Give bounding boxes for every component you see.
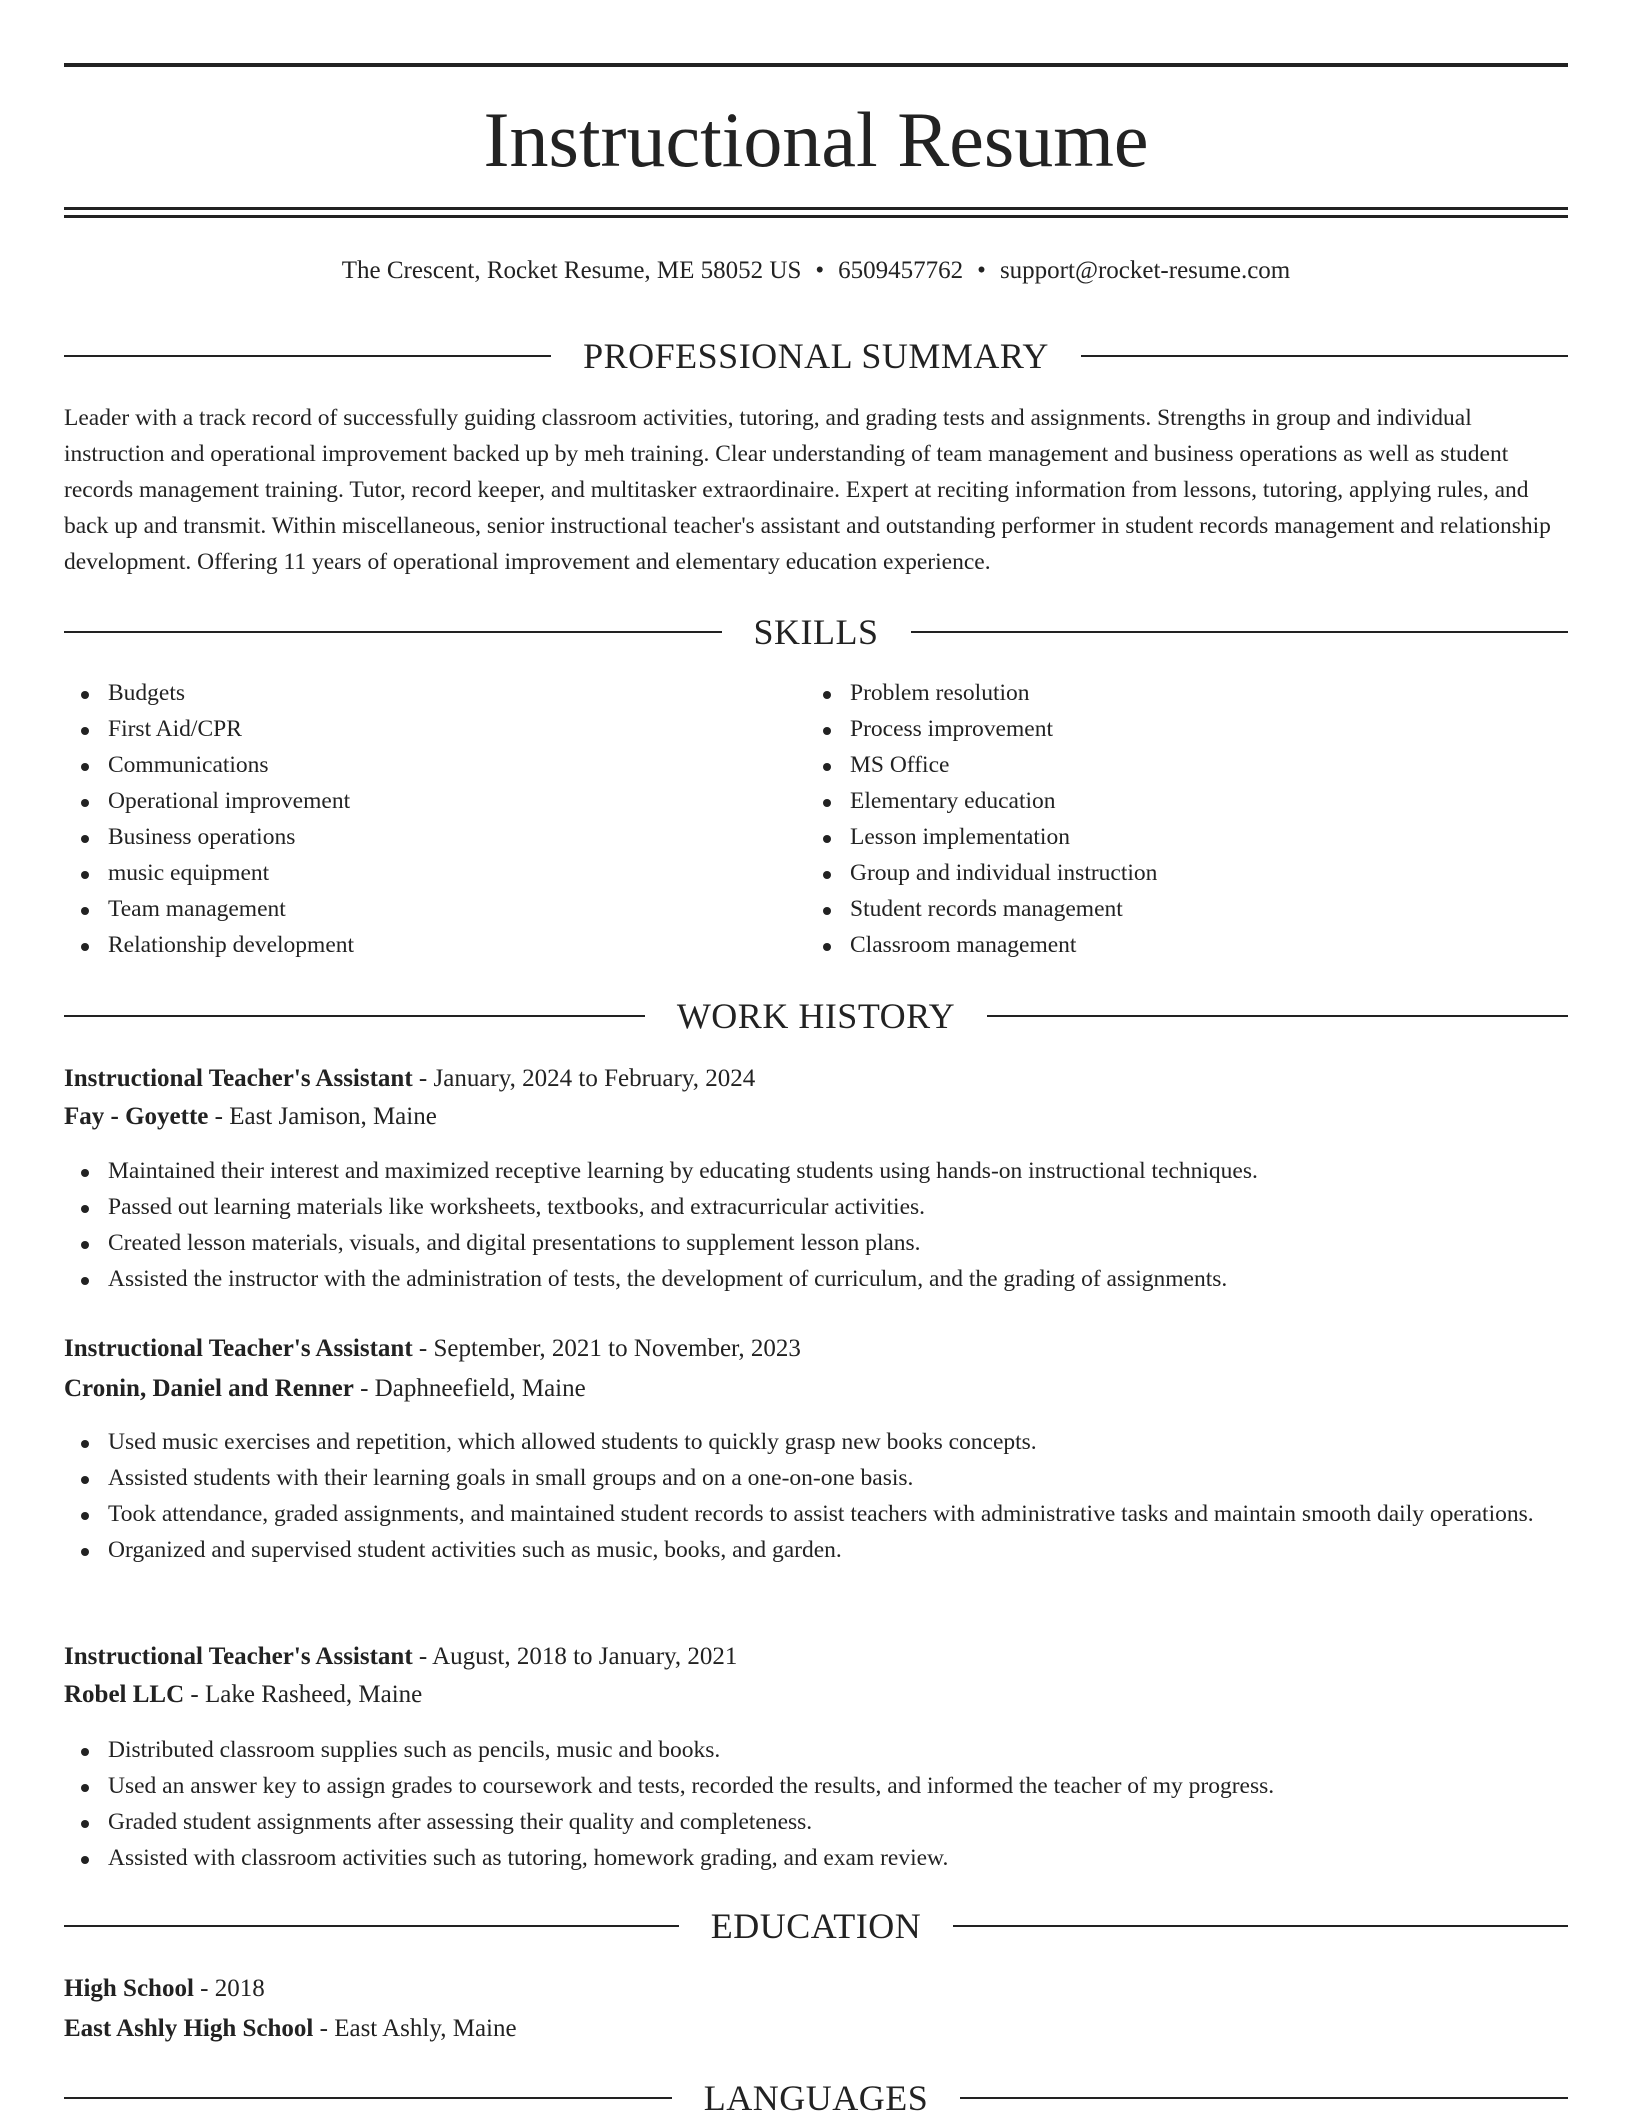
job-location: - East Jamison, Maine [208,1103,437,1130]
job-bullets [64,1424,1568,1568]
contact-separator: • [977,257,986,284]
section-header-work [64,996,1568,1036]
job-company: Cronin, Daniel and Renner [64,1375,354,1402]
education-location: - East Ashly, Maine [313,2015,517,2042]
education-school-line [64,2011,1568,2047]
skill-item: Budgets [64,675,764,711]
section-rule [987,1015,1568,1017]
resume-title: Instructional Resume [483,96,1149,183]
job-company: Fay - Goyette [64,1103,209,1130]
section-rule [1081,355,1568,357]
skill-item: Lesson implementation [806,819,1506,855]
skill-item: Business operations [64,819,764,855]
contact-line [0,254,1632,288]
section-title: LANGUAGES [703,2078,929,2118]
section-rule [64,1925,679,1927]
summary-text: Leader with a track record of successfully guiding classroom activities, tutoring, and grading tests and assignments. Strengths in group and individual instruction and operational improvement backed up by meh training. Clear understanding of team management and business operations as well as student records management training. Tutor, record keeper, and multitasker extraordinaire. Expert at reciting information from lessons, tutoring, applying rules, and back up and transmit. Within miscellaneous, senior instructional teacher's assistant and outstanding performer in student records management and relationship development. Offering 11 years of operational improvement and elementary education experience. [64,405,1551,575]
section-header-languages [64,2078,1568,2118]
skill-item: Team management [64,891,764,927]
job-bullet: Graded student assignments after assessing their quality and completeness. [64,1804,1568,1840]
skills-list-left [64,675,764,963]
job-title-line [64,1639,1568,1675]
job-title: Instructional Teacher's Assistant [64,1643,413,1670]
job-bullet: Passed out learning materials like worksheets, textbooks, and extracurricular activities. [64,1189,1568,1225]
title-rule-lower [64,215,1568,218]
section-rule [911,631,1569,633]
skill-item: First Aid/CPR [64,711,764,747]
job-company: Robel LLC [64,1681,185,1708]
skill-item: Elementary education [806,783,1506,819]
job-title-line [64,1061,1568,1097]
title-rule-upper [64,207,1568,210]
section-title: PROFESSIONAL SUMMARY [583,336,1049,376]
job-dates: - September, 2021 to November, 2023 [412,1335,801,1362]
contact-email[interactable]: support@rocket-resume.com [999,257,1291,284]
job-bullet: Assisted with classroom activities such as tutoring, homework grading, and exam review. [64,1840,1568,1876]
section-rule [64,2097,672,2099]
job-title: Instructional Teacher's Assistant [64,1335,413,1362]
contact-phone: 6509457762 [838,257,964,284]
section-title: SKILLS [753,612,879,652]
job-bullet: Organized and supervised student activities such as music, books, and garden. [64,1532,1568,1568]
skill-item: Group and individual instruction [806,855,1506,891]
job-location: - Lake Rasheed, Maine [184,1681,423,1708]
skills-list-right [806,675,1506,963]
skill-item: Relationship development [64,927,764,963]
education-degree: High School [64,1975,194,2002]
section-rule [960,2097,1568,2099]
job-title: Instructional Teacher's Assistant [64,1065,413,1092]
section-header-education [64,1906,1568,1946]
job-company-line [64,1099,1568,1135]
job-bullet: Assisted students with their learning goals in small groups and on a one-on-one basis. [64,1460,1568,1496]
section-rule [64,355,551,357]
job-bullet: Assisted the instructor with the administration of tests, the development of curriculum, and the grading of assignments. [64,1261,1568,1297]
section-header-skills [64,612,1568,652]
job-bullet: Created lesson materials, visuals, and digital presentations to supplement lesson plans. [64,1225,1568,1261]
education-school: East Ashly High School [64,2015,314,2042]
contact-separator: • [815,257,825,284]
skill-item: Student records management [806,891,1506,927]
skill-item: Operational improvement [64,783,764,819]
job-company-line [64,1371,1568,1407]
section-title: EDUCATION [710,1906,922,1946]
section-rule [64,631,722,633]
contact-address: The Crescent, Rocket Resume, ME 58052 US [341,257,802,284]
education-year: - 2018 [193,1975,265,2002]
job-bullets [64,1153,1568,1297]
section-rule [64,1015,645,1017]
job-bullet: Maintained their interest and maximized receptive learning by educating students using hands-on instructional techniques. [64,1153,1568,1189]
skill-item: Classroom management [806,927,1506,963]
section-title: WORK HISTORY [676,996,956,1036]
job-bullet: Used an answer key to assign grades to coursework and tests, recorded the results, and informed the teacher of my progress. [64,1768,1568,1804]
section-header-summary [64,336,1568,376]
skill-item: Communications [64,747,764,783]
skill-item: MS Office [806,747,1506,783]
job-bullet: Took attendance, graded assignments, and maintained student records to assist teachers with administrative tasks and maintain smooth daily operations. [64,1496,1568,1532]
job-bullet: Distributed classroom supplies such as pencils, music and books. [64,1732,1568,1768]
job-company-line [64,1677,1568,1713]
job-bullet: Used music exercises and repetition, which allowed students to quickly grasp new books concepts. [64,1424,1568,1460]
job-dates: - January, 2024 to February, 2024 [412,1065,756,1092]
section-rule [953,1925,1568,1927]
skill-item: music equipment [64,855,764,891]
skill-item: Process improvement [806,711,1506,747]
skill-item: Problem resolution [806,675,1506,711]
top-rule [64,63,1568,67]
job-bullets [64,1732,1568,1876]
job-location: - Daphneefield, Maine [353,1375,586,1402]
job-dates: - August, 2018 to January, 2021 [412,1643,738,1670]
job-title-line [64,1331,1568,1367]
education-degree-line [64,1971,1568,2007]
